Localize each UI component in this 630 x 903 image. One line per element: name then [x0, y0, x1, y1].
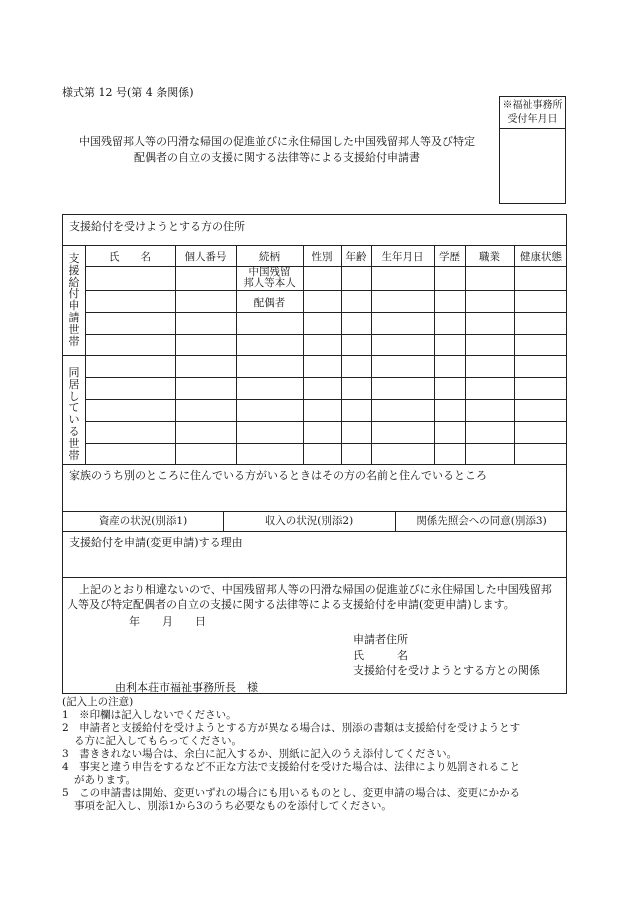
- col-age: 年齢: [345, 251, 367, 263]
- col-birthdate: 生年月日: [381, 251, 424, 263]
- col-individual-number: 個人番号: [184, 251, 227, 263]
- family-elsewhere-label: 家族のうち別のところに住んでいる方がいるときはその方の名前と住んでいるところ: [69, 469, 487, 482]
- col-relationship: 続柄: [259, 251, 280, 263]
- declaration-line-1: 上記のとおり相違ないので、中国残留邦人等の円滑な帰国の促進並びに永住帰国した中国残留邦: [79, 583, 552, 596]
- reason-label: 支援給付を申請(変更申請)する理由: [69, 536, 243, 549]
- notes-section: [62, 696, 572, 813]
- group-cohabiting-household: 同居している世帯: [68, 366, 80, 462]
- declaration-line-2: 人等及び特定配偶者の自立の支援に関する法律等による支援給付を申請(変更申請)します。: [67, 598, 515, 611]
- note-3: 3 書ききれない場合は、余白に記入するか、別紙に記入のうえ添付してください。: [62, 748, 458, 760]
- stamp-office-label: ※福祉事務所: [502, 100, 563, 111]
- attachment-income: 収入の状況(別添2): [264, 515, 354, 527]
- relation-principal: 中国残留 邦人等本人: [243, 266, 296, 289]
- relationship-label: 支援給付を受けようとする方との関係: [353, 664, 540, 677]
- title-line-2: 配偶者の自立の支援に関する法律等による支援給付申請書: [134, 151, 420, 164]
- col-occupation: 職業: [479, 251, 500, 263]
- note-2-cont: る方に記入してもらってください。: [74, 735, 242, 747]
- col-sex: 性別: [311, 251, 333, 263]
- col-name: 氏 名: [109, 251, 151, 263]
- attachment-consent: 関係先照会への同意(別添3): [416, 515, 547, 527]
- stamp-date-label: 受付年月日: [507, 114, 558, 125]
- notes-heading: (記入上の注意): [62, 696, 134, 708]
- application-form: [62, 214, 567, 694]
- relation-spouse: 配偶者: [253, 297, 286, 309]
- group-applicant-household: 支援給付申請世帯: [68, 252, 80, 348]
- address-label: 支援給付を受けようとする方の住所: [69, 220, 245, 233]
- note-5: 5 この申請書は開始、変更いずれの場合にも用いるものとし、変更申請の場合は、変更にかかる: [62, 787, 521, 799]
- reception-stamp-box: [499, 96, 566, 204]
- note-2: 2 申請者と支援給付を受けようとする方が異なる場合は、別添の書類は支援給付を受けようとす: [62, 722, 521, 734]
- note-5-cont: 事項を記入し、別添1から3のうち必要なものを添付してください。: [74, 800, 392, 812]
- attachment-assets: 資産の状況(別添1): [98, 515, 188, 527]
- note-1: 1 ※印欄は記入しないでください。: [62, 709, 237, 721]
- title-line-1: 中国残留邦人等の円滑な帰国の促進並びに永住帰国した中国残留邦人等及び特定: [79, 135, 475, 148]
- declaration-date: 年 月 日: [129, 615, 206, 628]
- applicant-address-label: 申請者住所: [353, 633, 408, 646]
- addressee: 由利本荘市福祉事務所長 様: [115, 681, 258, 694]
- document-title: [62, 134, 492, 166]
- applicant-name-label: 氏 名: [353, 649, 408, 662]
- col-health: 健康状態: [520, 251, 562, 263]
- form-number: 様式第 12 号(第 4 条関係): [62, 86, 194, 99]
- reception-stamp-header: [500, 97, 565, 129]
- col-education: 学歴: [439, 251, 460, 263]
- note-4: 4 事実と違う申告をするなど不正な方法で支援給付を受けた場合は、法律により処罰されること: [62, 761, 521, 773]
- note-4-cont: があります。: [74, 774, 137, 786]
